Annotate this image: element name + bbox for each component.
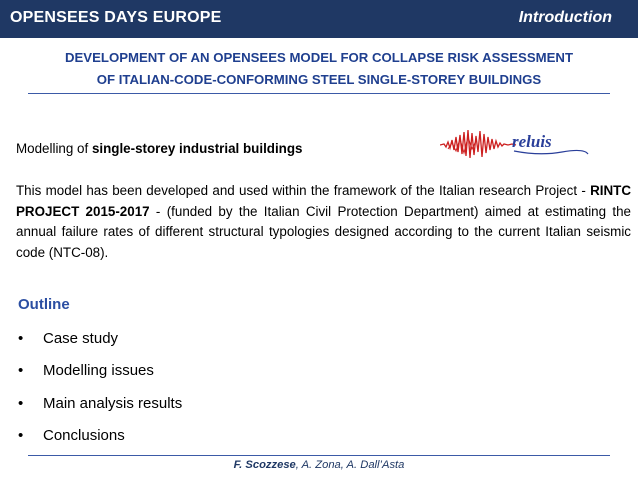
intro-line	[16, 141, 303, 156]
coauthors: , A. Zona, A. Dall’Asta	[295, 459, 405, 471]
header-bar	[0, 0, 638, 38]
outline-heading: Outline	[18, 296, 70, 313]
logo-wordmark: reluis	[512, 132, 552, 151]
outline-item-label: Main analysis results	[43, 394, 183, 412]
outline-item-label: Modelling issues	[43, 362, 154, 380]
seismogram-logo	[440, 125, 590, 163]
outline-item-label: Conclusions	[43, 426, 125, 444]
outline-list	[18, 330, 182, 459]
intro-emphasis: single-storey industrial buildings	[91, 141, 303, 156]
list-item	[18, 395, 182, 427]
list-item	[18, 330, 182, 362]
description-paragraph	[16, 181, 631, 263]
bullet-icon: •	[18, 362, 24, 380]
list-item	[18, 362, 182, 394]
slide-title	[14, 47, 624, 91]
slide-title-line-1: DEVELOPMENT OF AN OPENSEES MODEL FOR COLLAPSE RISK ASSESSMENT	[64, 50, 574, 65]
footer-divider	[28, 455, 610, 456]
bullet-icon: •	[18, 426, 24, 444]
bullet-icon: •	[18, 330, 24, 347]
lead-author: F. Scozzese	[233, 459, 296, 471]
bullet-icon: •	[18, 394, 24, 412]
project-name: RINTC PROJECT 2015-2017	[16, 183, 631, 219]
conference-title: OPENSEES DAYS EUROPE	[10, 9, 222, 26]
section-title: Introduction	[518, 9, 612, 26]
paragraph-part-1: This model has been developed and used within the framework of the Italian research Project -	[16, 183, 591, 198]
authors-footer	[0, 459, 638, 471]
paragraph-part-2: - (funded by the Italian Civil Protection Department) aimed at estimating the annual failure rates of different structural typologies designed according to the current Italian seismic code (NTC-08).	[16, 203, 631, 260]
slide-title-line-2: OF ITALIAN-CODE-CONFORMING STEEL SINGLE-STOREY BUILDINGS	[96, 72, 542, 87]
intro-prefix: Modelling of	[16, 141, 92, 156]
outline-item-label: Case study	[43, 330, 119, 347]
title-divider	[28, 93, 610, 94]
